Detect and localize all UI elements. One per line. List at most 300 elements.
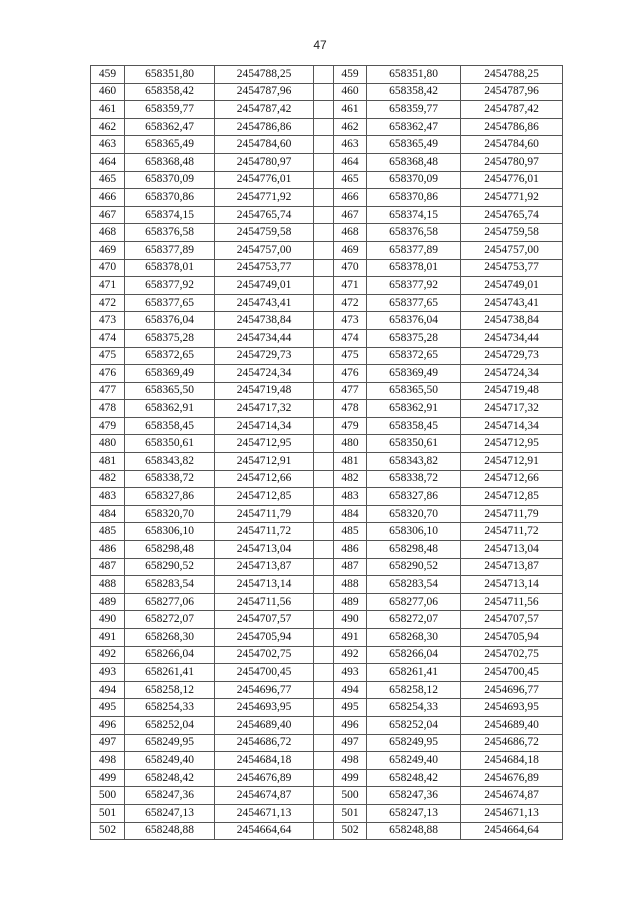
right-y-coordinate-cell: 2454753,77	[461, 259, 563, 277]
right-x-coordinate-cell: 658338,72	[367, 470, 461, 488]
left-point-number-cell: 485	[91, 523, 125, 541]
left-y-coordinate-cell: 2454719,48	[215, 382, 314, 400]
left-point-number-cell: 477	[91, 382, 125, 400]
left-x-coordinate-cell: 658370,86	[125, 189, 215, 207]
table-row	[91, 259, 563, 277]
separator-cell	[314, 523, 334, 541]
right-point-number-cell: 468	[334, 224, 367, 242]
left-x-coordinate-cell: 658283,54	[125, 576, 215, 594]
separator-cell	[314, 804, 334, 822]
left-point-number-cell: 464	[91, 153, 125, 171]
right-x-coordinate-cell: 658266,04	[367, 646, 461, 664]
table-row	[91, 804, 563, 822]
right-x-coordinate-cell: 658370,09	[367, 171, 461, 189]
left-point-number-cell: 495	[91, 699, 125, 717]
right-y-coordinate-cell: 2454787,42	[461, 101, 563, 119]
table-row	[91, 629, 563, 647]
left-x-coordinate-cell: 658247,36	[125, 787, 215, 805]
right-point-number-cell: 486	[334, 541, 367, 559]
right-point-number-cell: 495	[334, 699, 367, 717]
left-point-number-cell: 487	[91, 558, 125, 576]
right-y-coordinate-cell: 2454712,85	[461, 488, 563, 506]
right-y-coordinate-cell: 2454712,95	[461, 435, 563, 453]
table-row	[91, 822, 563, 840]
left-x-coordinate-cell: 658306,10	[125, 523, 215, 541]
left-x-coordinate-cell: 658258,12	[125, 681, 215, 699]
right-x-coordinate-cell: 658377,92	[367, 277, 461, 295]
left-point-number-cell: 471	[91, 277, 125, 295]
left-y-coordinate-cell: 2454711,56	[215, 593, 314, 611]
separator-cell	[314, 822, 334, 840]
left-x-coordinate-cell: 658277,06	[125, 593, 215, 611]
coordinates-table	[90, 65, 563, 840]
table-row	[91, 734, 563, 752]
left-y-coordinate-cell: 2454712,95	[215, 435, 314, 453]
left-x-coordinate-cell: 658374,15	[125, 206, 215, 224]
table-row	[91, 136, 563, 154]
separator-cell	[314, 681, 334, 699]
left-point-number-cell: 481	[91, 453, 125, 471]
left-x-coordinate-cell: 658327,86	[125, 488, 215, 506]
left-x-coordinate-cell: 658252,04	[125, 716, 215, 734]
table-row	[91, 101, 563, 119]
left-y-coordinate-cell: 2454671,13	[215, 804, 314, 822]
left-y-coordinate-cell: 2454713,87	[215, 558, 314, 576]
right-x-coordinate-cell: 658365,49	[367, 136, 461, 154]
left-point-number-cell: 463	[91, 136, 125, 154]
right-point-number-cell: 478	[334, 400, 367, 418]
right-y-coordinate-cell: 2454788,25	[461, 66, 563, 84]
table-row	[91, 417, 563, 435]
right-x-coordinate-cell: 658249,40	[367, 752, 461, 770]
left-x-coordinate-cell: 658376,58	[125, 224, 215, 242]
left-point-number-cell: 469	[91, 241, 125, 259]
left-y-coordinate-cell: 2454787,42	[215, 101, 314, 119]
left-x-coordinate-cell: 658261,41	[125, 664, 215, 682]
left-y-coordinate-cell: 2454717,32	[215, 400, 314, 418]
left-y-coordinate-cell: 2454693,95	[215, 699, 314, 717]
table-row	[91, 576, 563, 594]
separator-cell	[314, 277, 334, 295]
left-point-number-cell: 493	[91, 664, 125, 682]
right-x-coordinate-cell: 658268,30	[367, 629, 461, 647]
left-point-number-cell: 459	[91, 66, 125, 84]
right-y-coordinate-cell: 2454714,34	[461, 417, 563, 435]
separator-cell	[314, 417, 334, 435]
separator-cell	[314, 734, 334, 752]
right-point-number-cell: 459	[334, 66, 367, 84]
right-point-number-cell: 480	[334, 435, 367, 453]
right-y-coordinate-cell: 2454759,58	[461, 224, 563, 242]
left-x-coordinate-cell: 658377,89	[125, 241, 215, 259]
right-point-number-cell: 494	[334, 681, 367, 699]
table-row	[91, 400, 563, 418]
right-point-number-cell: 464	[334, 153, 367, 171]
separator-cell	[314, 611, 334, 629]
right-y-coordinate-cell: 2454707,57	[461, 611, 563, 629]
left-point-number-cell: 494	[91, 681, 125, 699]
left-point-number-cell: 488	[91, 576, 125, 594]
left-point-number-cell: 472	[91, 294, 125, 312]
left-x-coordinate-cell: 658249,40	[125, 752, 215, 770]
right-x-coordinate-cell: 658376,04	[367, 312, 461, 330]
right-y-coordinate-cell: 2454717,32	[461, 400, 563, 418]
left-y-coordinate-cell: 2454684,18	[215, 752, 314, 770]
separator-cell	[314, 206, 334, 224]
right-x-coordinate-cell: 658377,89	[367, 241, 461, 259]
left-y-coordinate-cell: 2454786,86	[215, 118, 314, 136]
right-point-number-cell: 502	[334, 822, 367, 840]
page-number: 47	[313, 38, 327, 52]
separator-cell	[314, 453, 334, 471]
left-y-coordinate-cell: 2454749,01	[215, 277, 314, 295]
separator-cell	[314, 576, 334, 594]
coordinates-table-body	[91, 66, 563, 840]
table-row	[91, 294, 563, 312]
right-x-coordinate-cell: 658272,07	[367, 611, 461, 629]
left-point-number-cell: 465	[91, 171, 125, 189]
left-point-number-cell: 496	[91, 716, 125, 734]
right-y-coordinate-cell: 2454674,87	[461, 787, 563, 805]
left-x-coordinate-cell: 658248,42	[125, 769, 215, 787]
table-row	[91, 523, 563, 541]
right-point-number-cell: 485	[334, 523, 367, 541]
separator-cell	[314, 171, 334, 189]
left-point-number-cell: 480	[91, 435, 125, 453]
left-x-coordinate-cell: 658359,77	[125, 101, 215, 119]
left-point-number-cell: 462	[91, 118, 125, 136]
right-x-coordinate-cell: 658350,61	[367, 435, 461, 453]
separator-cell	[314, 101, 334, 119]
left-y-coordinate-cell: 2454712,91	[215, 453, 314, 471]
right-point-number-cell: 461	[334, 101, 367, 119]
right-x-coordinate-cell: 658283,54	[367, 576, 461, 594]
separator-cell	[314, 189, 334, 207]
right-point-number-cell: 501	[334, 804, 367, 822]
right-y-coordinate-cell: 2454712,91	[461, 453, 563, 471]
table-row	[91, 312, 563, 330]
right-y-coordinate-cell: 2454711,72	[461, 523, 563, 541]
right-point-number-cell: 472	[334, 294, 367, 312]
right-point-number-cell: 470	[334, 259, 367, 277]
right-point-number-cell: 463	[334, 136, 367, 154]
left-point-number-cell: 482	[91, 470, 125, 488]
table-row	[91, 541, 563, 559]
left-x-coordinate-cell: 658343,82	[125, 453, 215, 471]
right-y-coordinate-cell: 2454711,79	[461, 505, 563, 523]
left-point-number-cell: 502	[91, 822, 125, 840]
right-point-number-cell: 483	[334, 488, 367, 506]
table-row	[91, 453, 563, 471]
right-x-coordinate-cell: 658376,58	[367, 224, 461, 242]
right-y-coordinate-cell: 2454713,04	[461, 541, 563, 559]
left-y-coordinate-cell: 2454712,66	[215, 470, 314, 488]
left-x-coordinate-cell: 658249,95	[125, 734, 215, 752]
left-x-coordinate-cell: 658372,65	[125, 347, 215, 365]
left-x-coordinate-cell: 658272,07	[125, 611, 215, 629]
table-row	[91, 329, 563, 347]
separator-cell	[314, 716, 334, 734]
right-point-number-cell: 479	[334, 417, 367, 435]
left-point-number-cell: 497	[91, 734, 125, 752]
separator-cell	[314, 83, 334, 101]
separator-cell	[314, 505, 334, 523]
right-point-number-cell: 493	[334, 664, 367, 682]
right-y-coordinate-cell: 2454689,40	[461, 716, 563, 734]
right-point-number-cell: 488	[334, 576, 367, 594]
right-y-coordinate-cell: 2454713,14	[461, 576, 563, 594]
left-point-number-cell: 468	[91, 224, 125, 242]
right-x-coordinate-cell: 658368,48	[367, 153, 461, 171]
right-y-coordinate-cell: 2454776,01	[461, 171, 563, 189]
left-x-coordinate-cell: 658362,91	[125, 400, 215, 418]
table-row	[91, 769, 563, 787]
right-point-number-cell: 490	[334, 611, 367, 629]
separator-cell	[314, 400, 334, 418]
table-row	[91, 593, 563, 611]
separator-cell	[314, 470, 334, 488]
separator-cell	[314, 312, 334, 330]
right-y-coordinate-cell: 2454738,84	[461, 312, 563, 330]
right-y-coordinate-cell: 2454786,86	[461, 118, 563, 136]
left-y-coordinate-cell: 2454724,34	[215, 365, 314, 383]
separator-cell	[314, 136, 334, 154]
separator-cell	[314, 435, 334, 453]
right-point-number-cell: 471	[334, 277, 367, 295]
separator-cell	[314, 347, 334, 365]
right-point-number-cell: 492	[334, 646, 367, 664]
right-x-coordinate-cell: 658369,49	[367, 365, 461, 383]
right-point-number-cell: 500	[334, 787, 367, 805]
left-y-coordinate-cell: 2454711,72	[215, 523, 314, 541]
separator-cell	[314, 329, 334, 347]
right-x-coordinate-cell: 658254,33	[367, 699, 461, 717]
right-point-number-cell: 487	[334, 558, 367, 576]
separator-cell	[314, 259, 334, 277]
right-point-number-cell: 498	[334, 752, 367, 770]
left-y-coordinate-cell: 2454729,73	[215, 347, 314, 365]
right-point-number-cell: 467	[334, 206, 367, 224]
left-point-number-cell: 470	[91, 259, 125, 277]
table-row	[91, 224, 563, 242]
left-x-coordinate-cell: 658377,92	[125, 277, 215, 295]
right-y-coordinate-cell: 2454712,66	[461, 470, 563, 488]
left-point-number-cell: 489	[91, 593, 125, 611]
left-y-coordinate-cell: 2454686,72	[215, 734, 314, 752]
right-x-coordinate-cell: 658351,80	[367, 66, 461, 84]
left-y-coordinate-cell: 2454705,94	[215, 629, 314, 647]
right-point-number-cell: 496	[334, 716, 367, 734]
table-row	[91, 171, 563, 189]
right-point-number-cell: 460	[334, 83, 367, 101]
left-point-number-cell: 461	[91, 101, 125, 119]
left-y-coordinate-cell: 2454734,44	[215, 329, 314, 347]
right-point-number-cell: 484	[334, 505, 367, 523]
left-point-number-cell: 473	[91, 312, 125, 330]
right-x-coordinate-cell: 658343,82	[367, 453, 461, 471]
right-point-number-cell: 477	[334, 382, 367, 400]
right-x-coordinate-cell: 658248,88	[367, 822, 461, 840]
left-y-coordinate-cell: 2454714,34	[215, 417, 314, 435]
table-row	[91, 664, 563, 682]
table-row	[91, 646, 563, 664]
right-x-coordinate-cell: 658248,42	[367, 769, 461, 787]
left-point-number-cell: 460	[91, 83, 125, 101]
left-point-number-cell: 490	[91, 611, 125, 629]
table-row	[91, 347, 563, 365]
left-y-coordinate-cell: 2454702,75	[215, 646, 314, 664]
left-point-number-cell: 492	[91, 646, 125, 664]
separator-cell	[314, 118, 334, 136]
left-y-coordinate-cell: 2454738,84	[215, 312, 314, 330]
separator-cell	[314, 558, 334, 576]
table-row	[91, 505, 563, 523]
left-x-coordinate-cell: 658365,49	[125, 136, 215, 154]
separator-cell	[314, 787, 334, 805]
separator-cell	[314, 488, 334, 506]
right-y-coordinate-cell: 2454700,45	[461, 664, 563, 682]
left-y-coordinate-cell: 2454713,14	[215, 576, 314, 594]
right-x-coordinate-cell: 658258,12	[367, 681, 461, 699]
right-x-coordinate-cell: 658252,04	[367, 716, 461, 734]
left-y-coordinate-cell: 2454707,57	[215, 611, 314, 629]
right-y-coordinate-cell: 2454684,18	[461, 752, 563, 770]
right-point-number-cell: 475	[334, 347, 367, 365]
left-y-coordinate-cell: 2454780,97	[215, 153, 314, 171]
right-y-coordinate-cell: 2454686,72	[461, 734, 563, 752]
table-row	[91, 488, 563, 506]
separator-cell	[314, 699, 334, 717]
table-row	[91, 611, 563, 629]
separator-cell	[314, 241, 334, 259]
left-x-coordinate-cell: 658358,45	[125, 417, 215, 435]
separator-cell	[314, 646, 334, 664]
right-x-coordinate-cell: 658306,10	[367, 523, 461, 541]
right-x-coordinate-cell: 658370,86	[367, 189, 461, 207]
right-y-coordinate-cell: 2454713,87	[461, 558, 563, 576]
right-y-coordinate-cell: 2454671,13	[461, 804, 563, 822]
left-x-coordinate-cell: 658290,52	[125, 558, 215, 576]
right-y-coordinate-cell: 2454705,94	[461, 629, 563, 647]
right-y-coordinate-cell: 2454749,01	[461, 277, 563, 295]
left-x-coordinate-cell: 658266,04	[125, 646, 215, 664]
right-y-coordinate-cell: 2454734,44	[461, 329, 563, 347]
right-point-number-cell: 466	[334, 189, 367, 207]
left-y-coordinate-cell: 2454787,96	[215, 83, 314, 101]
left-x-coordinate-cell: 658376,04	[125, 312, 215, 330]
left-y-coordinate-cell: 2454788,25	[215, 66, 314, 84]
right-x-coordinate-cell: 658247,36	[367, 787, 461, 805]
table-row	[91, 66, 563, 84]
right-x-coordinate-cell: 658358,42	[367, 83, 461, 101]
left-y-coordinate-cell: 2454712,85	[215, 488, 314, 506]
left-x-coordinate-cell: 658358,42	[125, 83, 215, 101]
table-row	[91, 470, 563, 488]
right-y-coordinate-cell: 2454780,97	[461, 153, 563, 171]
right-point-number-cell: 499	[334, 769, 367, 787]
left-y-coordinate-cell: 2454664,64	[215, 822, 314, 840]
separator-cell	[314, 66, 334, 84]
right-point-number-cell: 476	[334, 365, 367, 383]
separator-cell	[314, 629, 334, 647]
right-y-coordinate-cell: 2454724,34	[461, 365, 563, 383]
left-y-coordinate-cell: 2454676,89	[215, 769, 314, 787]
right-point-number-cell: 489	[334, 593, 367, 611]
left-y-coordinate-cell: 2454696,77	[215, 681, 314, 699]
right-point-number-cell: 482	[334, 470, 367, 488]
left-point-number-cell: 475	[91, 347, 125, 365]
left-x-coordinate-cell: 658375,28	[125, 329, 215, 347]
right-point-number-cell: 491	[334, 629, 367, 647]
right-y-coordinate-cell: 2454696,77	[461, 681, 563, 699]
right-point-number-cell: 469	[334, 241, 367, 259]
right-x-coordinate-cell: 658320,70	[367, 505, 461, 523]
left-x-coordinate-cell: 658370,09	[125, 171, 215, 189]
table-row	[91, 435, 563, 453]
left-point-number-cell: 466	[91, 189, 125, 207]
right-x-coordinate-cell: 658358,45	[367, 417, 461, 435]
right-x-coordinate-cell: 658261,41	[367, 664, 461, 682]
table-row	[91, 241, 563, 259]
left-x-coordinate-cell: 658365,50	[125, 382, 215, 400]
right-y-coordinate-cell: 2454743,41	[461, 294, 563, 312]
right-x-coordinate-cell: 658375,28	[367, 329, 461, 347]
right-y-coordinate-cell: 2454765,74	[461, 206, 563, 224]
right-x-coordinate-cell: 658362,91	[367, 400, 461, 418]
left-x-coordinate-cell: 658268,30	[125, 629, 215, 647]
left-point-number-cell: 500	[91, 787, 125, 805]
left-point-number-cell: 474	[91, 329, 125, 347]
table-row	[91, 365, 563, 383]
right-x-coordinate-cell: 658377,65	[367, 294, 461, 312]
table-row	[91, 382, 563, 400]
left-x-coordinate-cell: 658351,80	[125, 66, 215, 84]
left-y-coordinate-cell: 2454759,58	[215, 224, 314, 242]
right-x-coordinate-cell: 658374,15	[367, 206, 461, 224]
right-y-coordinate-cell: 2454719,48	[461, 382, 563, 400]
separator-cell	[314, 382, 334, 400]
right-x-coordinate-cell: 658249,95	[367, 734, 461, 752]
right-x-coordinate-cell: 658247,13	[367, 804, 461, 822]
left-point-number-cell: 479	[91, 417, 125, 435]
table-row	[91, 681, 563, 699]
left-point-number-cell: 498	[91, 752, 125, 770]
separator-cell	[314, 294, 334, 312]
separator-cell	[314, 752, 334, 770]
left-point-number-cell: 478	[91, 400, 125, 418]
left-y-coordinate-cell: 2454784,60	[215, 136, 314, 154]
left-x-coordinate-cell: 658338,72	[125, 470, 215, 488]
table-row	[91, 787, 563, 805]
right-y-coordinate-cell: 2454702,75	[461, 646, 563, 664]
separator-cell	[314, 769, 334, 787]
left-point-number-cell: 501	[91, 804, 125, 822]
table-row	[91, 83, 563, 101]
left-y-coordinate-cell: 2454757,00	[215, 241, 314, 259]
right-y-coordinate-cell: 2454787,96	[461, 83, 563, 101]
right-point-number-cell: 481	[334, 453, 367, 471]
left-y-coordinate-cell: 2454713,04	[215, 541, 314, 559]
table-row	[91, 206, 563, 224]
table-row	[91, 699, 563, 717]
left-x-coordinate-cell: 658350,61	[125, 435, 215, 453]
right-y-coordinate-cell: 2454693,95	[461, 699, 563, 717]
right-y-coordinate-cell: 2454711,56	[461, 593, 563, 611]
right-y-coordinate-cell: 2454784,60	[461, 136, 563, 154]
left-y-coordinate-cell: 2454743,41	[215, 294, 314, 312]
left-y-coordinate-cell: 2454771,92	[215, 189, 314, 207]
left-x-coordinate-cell: 658377,65	[125, 294, 215, 312]
